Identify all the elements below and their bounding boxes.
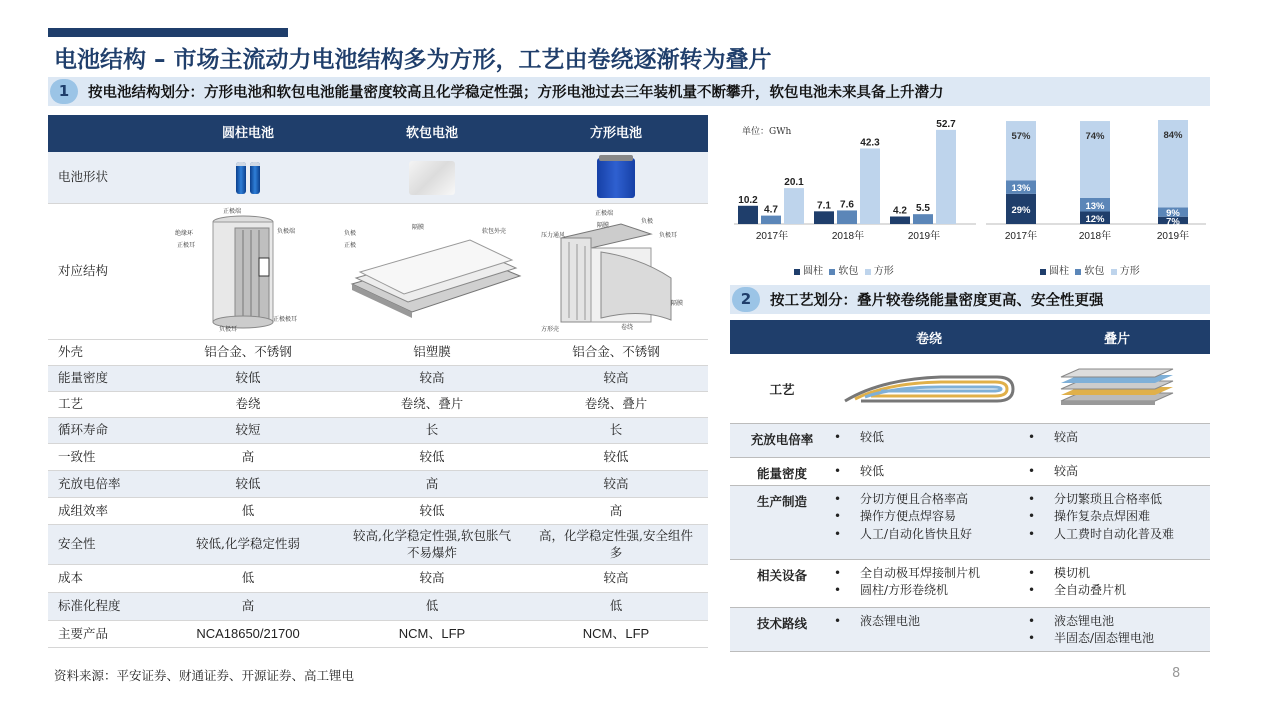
- data-label: 9%: [1166, 208, 1180, 220]
- table-cell: 长: [425, 422, 439, 438]
- row-label: 成本: [58, 570, 84, 586]
- data-label: 10.2: [738, 194, 758, 206]
- table-cell: 较低: [603, 448, 629, 464]
- table-cell: 铝合金、不锈钢: [572, 344, 660, 360]
- bar: [738, 206, 758, 224]
- data-label: 57%: [1011, 131, 1031, 143]
- bullet-item: • 分切繁琐且合格率低: [1028, 491, 1210, 508]
- page-title: 电池结构 – 市场主流动力电池结构多为方形，工艺由卷绕逐渐转为叠片: [54, 47, 772, 73]
- process-comparison-table: [730, 320, 1210, 652]
- table-cell: 低: [425, 598, 439, 614]
- table-cell: NCM、LFP: [582, 626, 650, 642]
- row-label: 循环寿命: [58, 422, 109, 438]
- table-row: [48, 392, 708, 418]
- winding-cell: [834, 608, 1024, 651]
- header-prismatic: 方形电池: [589, 125, 642, 141]
- structure-row: [48, 204, 708, 340]
- bullet-item: • 全自动叠片机: [1028, 582, 1210, 599]
- tick-label: 2017年: [755, 231, 789, 242]
- data-label: 7%: [1166, 216, 1180, 228]
- bullet-item: • 较高: [1028, 429, 1210, 446]
- tick-label: 2019年: [1156, 231, 1190, 242]
- row-label: 一致性: [58, 448, 96, 464]
- data-label: 4.7: [764, 204, 778, 216]
- row-label: 电池形状: [58, 169, 109, 185]
- table-row: [48, 525, 708, 565]
- winding-cell: [834, 424, 1024, 457]
- bullet-item: • 模切机: [1028, 565, 1210, 582]
- section2-number: 2: [732, 287, 760, 312]
- data-label: 42.3: [860, 137, 880, 149]
- bar: [814, 211, 834, 224]
- table-cell: 高: [425, 475, 439, 491]
- table-cell: NCA18650/21700: [196, 626, 300, 642]
- bar: [936, 130, 956, 224]
- data-label: 4.2: [893, 205, 907, 217]
- table-cell: 高，化学稳定性强,安全组件多: [539, 527, 693, 560]
- stacking-cell: [1028, 458, 1210, 485]
- cylindrical-structure-diagram: 正极端 绝缘环 正极耳 负极端 负极耳 正极极耳: [175, 207, 298, 333]
- data-label: 5.5: [916, 203, 930, 215]
- bullet-item: • 全自动极耳焊接制片机: [834, 565, 1024, 582]
- bullet-item: • 液态锂电池: [1028, 613, 1210, 630]
- data-label: 7.6: [840, 199, 854, 211]
- winding-cell: [834, 560, 1024, 607]
- legend-swatch-pouch: [1075, 269, 1081, 275]
- table-row: [48, 340, 708, 366]
- table-cell: 较低: [235, 370, 261, 386]
- shape-row: [48, 152, 708, 204]
- bullet-item: • 圆柱/方形卷绕机: [834, 582, 1024, 599]
- winding-cell: [834, 486, 1024, 559]
- row-label: 充放电倍率: [750, 432, 814, 447]
- row-label: 对应结构: [58, 263, 109, 279]
- tick-label: 2018年: [831, 231, 865, 242]
- bullet-item: • 分切方便且合格率高: [834, 491, 1024, 508]
- winding-diagram: [841, 371, 1017, 407]
- row-label: 相关设备: [756, 568, 807, 583]
- pouch-structure-diagram: 负极 隔膜 正极 软包外壳: [342, 222, 522, 322]
- table-cell: 较低: [235, 475, 261, 491]
- comparison-rows: [730, 424, 1210, 652]
- table-cell: 高: [609, 502, 623, 518]
- process-row: [730, 354, 1210, 424]
- row-label: 充放电倍率: [58, 475, 121, 491]
- legend-swatch-pouch: [829, 269, 835, 275]
- bullet-item: • 液态锂电池: [834, 613, 1024, 630]
- bullet-item: • 操作复杂点焊困难: [1028, 508, 1210, 525]
- top-accent-bar: [48, 28, 288, 37]
- bullet-item: • 操作方便点焊容易: [834, 508, 1024, 525]
- data-label: 29%: [1011, 204, 1031, 216]
- row-label: 技术路线: [756, 616, 807, 631]
- table-cell: 铝合金、不锈钢: [204, 344, 292, 360]
- battery-structure-table: [48, 115, 708, 648]
- row-label: 工艺: [58, 396, 84, 412]
- installed-capacity-charts: [730, 112, 1210, 254]
- legend-swatch-prismatic: [865, 269, 871, 275]
- table-cell: 较高: [603, 570, 629, 586]
- table-row: [730, 486, 1210, 560]
- section2-header: [730, 285, 1210, 314]
- table-row: [48, 444, 708, 471]
- chart1-legend: 圆柱 软包 方形: [794, 262, 894, 277]
- header-stacking: 叠片: [1103, 331, 1130, 347]
- header-winding: 卷绕: [915, 331, 942, 347]
- page-number: 8: [1172, 666, 1181, 681]
- bar: [761, 216, 781, 224]
- table-cell: 较高: [603, 370, 629, 386]
- table-row: [48, 418, 708, 444]
- table-cell: 较低: [419, 502, 445, 518]
- table-header-row: [48, 115, 708, 152]
- source-note: 资料来源：平安证券、财通证券、开源证券、高工锂电: [54, 668, 355, 683]
- table-cell: NCM、LFP: [398, 626, 466, 642]
- bar: [837, 210, 857, 224]
- table-cell: 较低,化学稳定性弱: [196, 536, 300, 552]
- data-label: 12%: [1085, 213, 1105, 225]
- bullet-item: • 半固态/固态锂电池: [1028, 630, 1210, 647]
- data-label: 84%: [1163, 130, 1183, 141]
- bullet-item: • 较低: [834, 463, 1024, 480]
- table-cell: 高: [241, 448, 255, 464]
- bullet-item: • 较高: [1028, 463, 1210, 480]
- table-cell: 较高: [419, 570, 445, 586]
- tick-label: 2019年: [907, 231, 941, 242]
- prismatic-structure-diagram: 正极端 负极 压力通风 隔膜 负极耳 隔膜 卷绕 方形壳: [541, 209, 684, 333]
- chart-unit: 单位：GWh: [742, 127, 792, 137]
- section1-header: [48, 77, 1210, 106]
- table-cell: 铝塑膜: [413, 344, 451, 360]
- bullet-item: • 较低: [834, 429, 1024, 446]
- row-label: 工艺: [769, 381, 795, 397]
- table-cell: 较高,化学稳定性强,软包胀气不易爆炸: [353, 527, 511, 560]
- table-cell: 卷绕: [235, 396, 261, 412]
- table-cell: 长: [609, 422, 623, 438]
- pouch-cell-image: [409, 161, 455, 195]
- bar: [860, 148, 880, 224]
- data-label: 20.1: [784, 177, 804, 189]
- table-header-row: [730, 320, 1210, 354]
- table-cell: 低: [241, 570, 255, 586]
- table-cell: 较短: [235, 422, 261, 438]
- cylindrical-cell-image: [236, 162, 246, 194]
- table-row: [48, 621, 708, 648]
- row-label: 安全性: [58, 536, 96, 552]
- tick-label: 2017年: [1004, 231, 1038, 242]
- data-label: 52.7: [936, 118, 956, 130]
- stacking-diagram: [1055, 367, 1179, 411]
- property-rows: [48, 340, 708, 648]
- table-cell: 高: [241, 598, 255, 614]
- data-label: 13%: [1011, 183, 1031, 195]
- cylindrical-cell-image: [250, 162, 260, 194]
- winding-cell: [834, 458, 1024, 485]
- table-cell: 低: [609, 598, 623, 614]
- table-cell: 低: [241, 502, 255, 518]
- header-cylindrical: 圆柱电池: [221, 125, 274, 141]
- stacking-cell: [1028, 424, 1210, 457]
- bar: [913, 214, 933, 224]
- bar: [890, 217, 910, 225]
- bar: [784, 188, 804, 224]
- section2-text: 按工艺划分：叠片较卷绕能量密度更高、安全性更强: [770, 292, 1104, 309]
- table-cell: 卷绕、叠片: [400, 396, 464, 412]
- row-label: 标准化程度: [58, 598, 121, 614]
- data-label: 7.1: [817, 200, 831, 212]
- table-row: [730, 560, 1210, 608]
- row-label: 成组效率: [58, 502, 109, 518]
- table-row: [730, 608, 1210, 652]
- table-row: [48, 565, 708, 593]
- table-row: [48, 471, 708, 498]
- row-label: 能量密度: [58, 370, 109, 386]
- table-cell: 卷绕、叠片: [584, 396, 648, 412]
- table-cell: 较低: [419, 448, 445, 464]
- data-label: 13%: [1085, 200, 1105, 212]
- table-row: [730, 458, 1210, 486]
- legend-swatch-prismatic: [1111, 269, 1117, 275]
- row-label: 能量密度: [756, 466, 807, 481]
- data-label: 74%: [1085, 131, 1105, 143]
- table-row: [48, 593, 708, 621]
- stacked-segment: [1006, 121, 1036, 180]
- table-cell: 较高: [603, 475, 629, 491]
- row-label: 生产制造: [756, 494, 807, 509]
- stacking-cell: [1028, 486, 1210, 559]
- table-row: [730, 424, 1210, 458]
- row-label: 外壳: [58, 344, 84, 360]
- stacking-cell: [1028, 560, 1210, 607]
- section1-number: 1: [50, 79, 78, 104]
- stacking-cell: [1028, 608, 1210, 651]
- table-row: [48, 366, 708, 392]
- legend-swatch-cylindrical: [1040, 269, 1046, 275]
- bullet-item: • 人工费时自动化普及难: [1028, 526, 1210, 543]
- table-cell: 较高: [419, 370, 445, 386]
- section1-text: 按电池结构划分：方形电池和软包电池能量密度较高且化学稳定性强；方形电池过去三年装机量不断攀升，软包电池未来具备上升潜力: [88, 84, 944, 101]
- row-label: 主要产品: [58, 625, 109, 641]
- bullet-item: • 人工/自动化皆快且好: [834, 526, 1024, 543]
- prismatic-cell-image: [597, 158, 635, 198]
- chart2-legend: 圆柱 软包 方形: [1040, 262, 1140, 277]
- legend-swatch-cylindrical: [794, 269, 800, 275]
- tick-label: 2018年: [1078, 231, 1112, 242]
- table-row: [48, 498, 708, 525]
- header-pouch: 软包电池: [405, 125, 458, 141]
